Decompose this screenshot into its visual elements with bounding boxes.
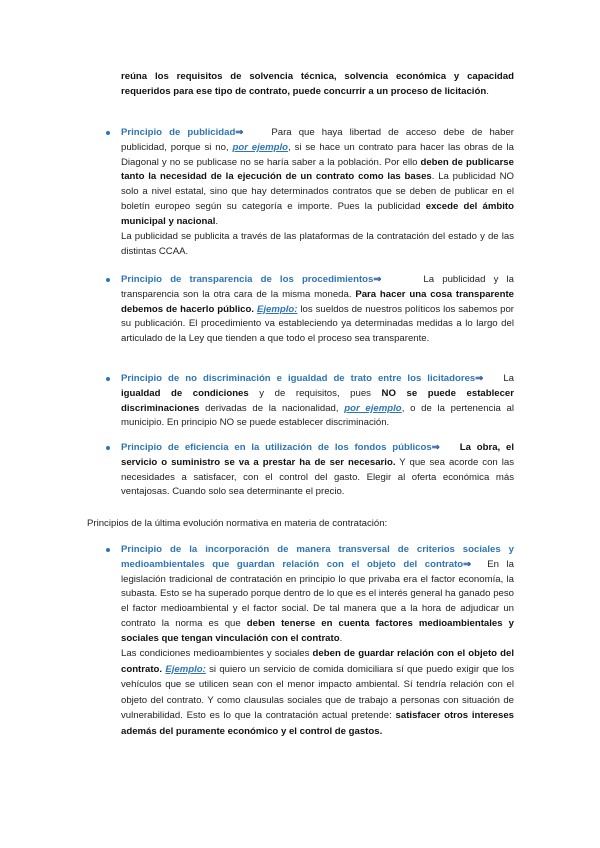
bold-text: Para hacer una cosa transparente debemos de hacerlo público.	[121, 288, 515, 315]
text: , o de la pertenencia al municipio. En principio NO se puede establecer discriminación.	[121, 402, 515, 429]
text: Esto es lo que la contratación actual pretende:	[186, 710, 396, 722]
bold-text: La obra, el servicio o suministro se va a prestar ha de ser necesario.	[121, 442, 514, 468]
text: . La publicidad NO solo a nivel estatal, sino que hay determinados contratos que se deben de publicar en el boletín europeo según su categoría e importe. Pues la publicidad	[121, 171, 514, 212]
text: derivadas de la nacionalidad,	[199, 402, 345, 414]
text: Para que haya libertad de acceso debe de haber publicidad, porque si no,	[121, 127, 514, 153]
text: La	[503, 373, 514, 384]
arrow-icon: ⇒	[463, 558, 472, 570]
text: , si se hace un contrato para hacer las obras de la Diagonal y no se publicase no se haría saber a la población. Por ello	[121, 141, 515, 168]
bullet-dot	[106, 131, 110, 135]
heading-transparencia: Principio de transparencia de los procedimientos	[121, 274, 374, 285]
text: y de requisitos, pues	[248, 387, 382, 399]
bullet-dot	[106, 278, 110, 282]
item-transparencia	[121, 273, 514, 347]
intro-end: .	[486, 85, 489, 97]
arrow-icon: ⇒	[235, 127, 244, 138]
text: Y que sea acorde con las necesidades a satisfacer, con el control del gasto. Elegir al oferta económica más ventajosas. Cuando solo sea determinante el precio.	[121, 456, 514, 498]
text: La publicidad se publicita a través de las plataformas de la contratación del estado y de las distintas CCAA.	[121, 231, 514, 257]
item-discriminacion	[121, 372, 514, 431]
arrow-icon: ⇒	[475, 373, 484, 384]
intro-paragraph	[121, 70, 514, 100]
item-eficiencia	[121, 441, 514, 500]
arrow-icon: ⇒	[373, 274, 382, 285]
bullet-dot	[106, 446, 110, 450]
bold-text: deben de guardar relación con el objeto del contrato.	[121, 648, 514, 675]
item-publicidad	[121, 126, 514, 230]
section-title	[87, 517, 527, 532]
heading-eficiencia: Principio de eficiencia en la utilización de los fondos públicos	[121, 442, 432, 453]
text: Las condiciones medioambientes y sociales	[121, 648, 313, 659]
bold-text: deben tenerse en cuenta factores medioambientales y sociales que tengan vinculación con el contrato	[121, 617, 514, 644]
text: si quiero un servicio de comida domiciliara sí que puedo exigir que los vehículos que se utilicen sean con el menor impacto ambiental. Sí tendría relación con el objeto del contrato. Y como clausulas sociales que de trabajo a personas con situación de vulnerabilidad.	[121, 663, 514, 722]
bullet-dot	[106, 548, 110, 552]
text: En la legislación tradicional de contratación en principio lo que privaba era el factor economía, la subasta. Esto se ha superado porque dentro de lo que es el interés general ha ganado peso el factor medioambiental y el factor social. De tal manera que a la hora de adjudicar un contrato la norma es que	[121, 558, 514, 629]
text: Principios de la última evolución normativa en materia de contratación:	[87, 518, 388, 529]
heading-discriminacion: Principio de no discriminación e igualdad de trato entre los licitadores	[121, 373, 476, 384]
example-link[interactable]: Ejemplo:	[256, 303, 298, 315]
example-link[interactable]: por ejemplo	[344, 402, 402, 414]
heading-publicidad: Principio de publicidad	[121, 127, 236, 138]
text: los sueldos de nuestros políticos los sabemos por su publicación. El procedimiento va estableciendo ya determinadas medidas a lo largo del articulado de la Ley que tienden a que todo el proceso sea transparente.	[121, 303, 514, 345]
bold-text: igualdad de condiciones	[121, 387, 249, 399]
bold-text: NO se puede establecer discriminaciones	[121, 387, 514, 414]
bold-text: deben de publicarse tanto la necesidad de la ejecución de un contrato como las bases	[121, 156, 514, 183]
intro-bold-text: reúna los requisitos de solvencia técnica, solvencia económica y capacidad requeridos para ese tipo de contrato, puede concurrir a un proceso de licitación	[121, 71, 514, 97]
example-link[interactable]: Ejemplo:	[165, 663, 206, 675]
arrow-icon: ⇒	[431, 442, 440, 453]
publicidad-extra-paragraph	[121, 230, 514, 260]
transversal-paragraph-2	[121, 646, 514, 740]
bullet-dot	[106, 377, 110, 381]
heading-transversal: Principio de la incorporación de manera transversal de criterios sociales y medioambientales que guardan relación con el objeto del contrato	[121, 544, 514, 570]
bold-text: excede del ámbito municipal y nacional	[121, 200, 514, 227]
text: .	[215, 215, 219, 227]
bold-text: satisfacer otros intereses además del puramente económico y el control de gastos.	[121, 710, 514, 737]
text: La publicidad y la transparencia son la otra cara de la misma moneda.	[121, 274, 514, 300]
example-link[interactable]: por ejemplo	[232, 141, 289, 153]
item-transversal	[121, 543, 514, 647]
text: .	[339, 632, 343, 644]
